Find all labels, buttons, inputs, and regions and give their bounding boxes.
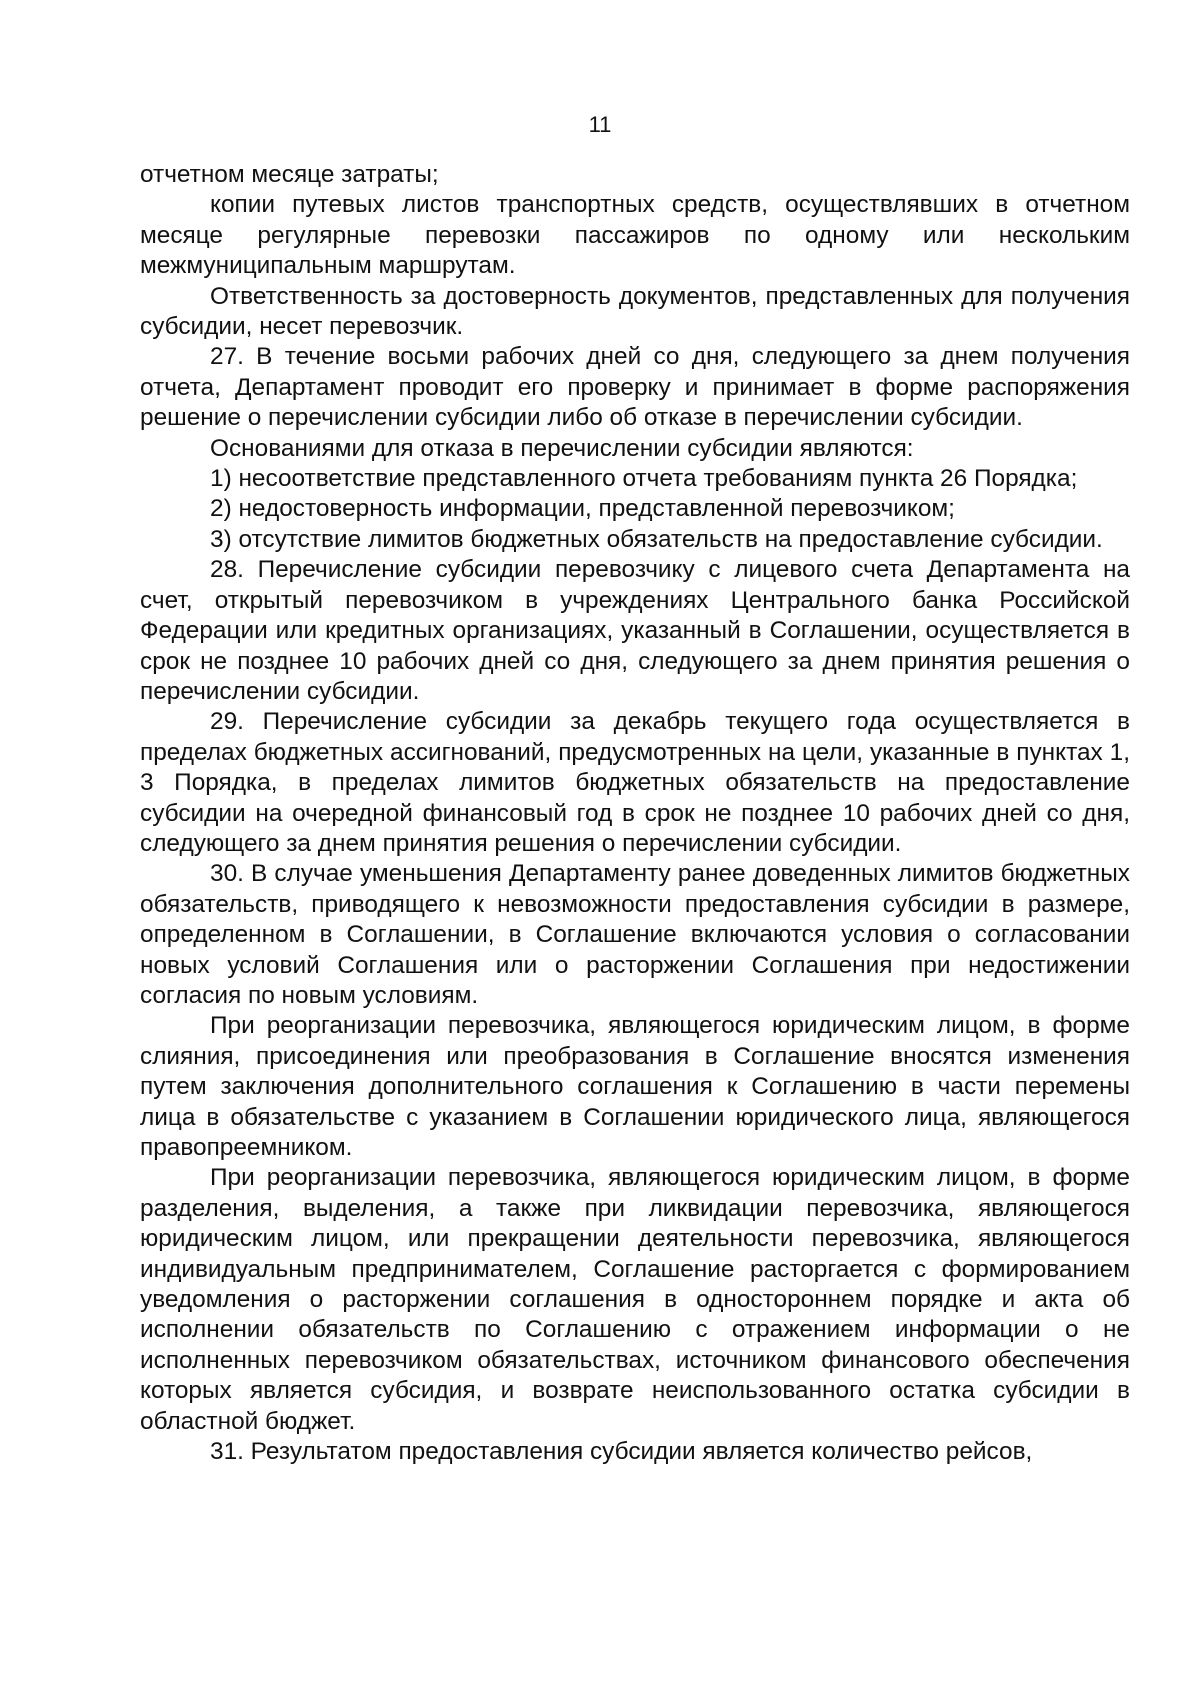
list-item-1: 1) несоответствие представленного отчета требованиям пункта 26 Порядка; — [210, 465, 1078, 493]
paragraph-responsibility: Ответственность за достоверность документов, представленных для получения субсидии, несет перевозчик. — [140, 282, 1130, 341]
paragraph-item-29: 29. Перечисление субсидии за декабрь текущего года осуществляется в пределах бюджетных ассигнований, предусмотренных на цели, указанные в пунктах 1, 3 Порядка, в пределах лимитов бюджетных обязательств на предоставление субсидии на очередной финансовый год в срок не позднее 10 рабочих дней со дня, следующего за днем принятия решения о перечислении субсидии. — [140, 708, 1130, 857]
list-item-3: 3) отсутствие лимитов бюджетных обязательств на предоставление субсидии. — [210, 525, 1103, 553]
paragraph-item-31: 31. Результатом предоставления субсидии является количество рейсов, — [210, 1438, 1033, 1466]
page-number: 11 — [588, 112, 612, 137]
paragraph-continuation: отчетном месяце затраты; — [140, 161, 439, 188]
paragraph-item-30: 30. В случае уменьшения Департаменту ранее доведенных лимитов бюджетных обязательств, приводящего к невозможности предоставления субсидии в размере, определенном в Соглашении, в Соглашение включаются условия о согласовании новых условий Соглашения или о расторжении Соглашения при недостижении согласия по новым условиям. — [140, 860, 1130, 1009]
list-item-2: 2) недостоверность информации, представленной перевозчиком; — [210, 495, 955, 523]
paragraph-reorganization-merger: При реорганизации перевозчика, являющегося юридическим лицом, в форме слияния, присоединения или преобразования в Соглашение вносятся изменения путем заключения дополнительного соглашения к Соглашению в части перемены лица в обязательстве с указанием в Соглашении юридического лица, являющегося правопреемником. — [140, 1012, 1130, 1161]
document-body — [140, 160, 1130, 1467]
paragraph-item-27: 27. В течение восьми рабочих дней со дня, следующего за днем получения отчета, Департамент проводит его проверку и принимает в форме распоряжения решение о перечислении субсидии либо об отказе в перечислении субсидии. — [140, 343, 1130, 432]
paragraph-refusal-grounds: Основаниями для отказа в перечислении субсидии являются: — [210, 434, 914, 462]
paragraph-waybills: копии путевых листов транспортных средств, осуществлявших в отчетном месяце регулярные перевозки пассажиров по одному или нескольким межмуниципальным маршрутам. — [140, 191, 1130, 280]
paragraph-reorganization-division: При реорганизации перевозчика, являющегося юридическим лицом, в форме разделения, выделения, а также при ликвидации перевозчика, являющегося юридическим лицом, или прекращении деятельности перевозчика, являющегося индивидуальным предпринимателем, Соглашение расторгается с формированием уведомления о расторжении соглашения в одностороннем порядке и акта об исполнении обязательств по Соглашению с отражением информации о не исполненных перевозчиком обязательствах, источником финансового обеспечения которых является субсидия, и возврате неиспользованного остатка субсидии в областной бюджет. — [140, 1164, 1130, 1435]
paragraph-item-28: 28. Перечисление субсидии перевозчику с лицевого счета Департамента на счет, открытый перевозчиком в учреждениях Центрального банка Российской Федерации или кредитных организациях, указанный в Соглашении, осуществляется в срок не позднее 10 рабочих дней со дня, следующего за днем принятия решения о перечислении субсидии. — [140, 556, 1130, 705]
